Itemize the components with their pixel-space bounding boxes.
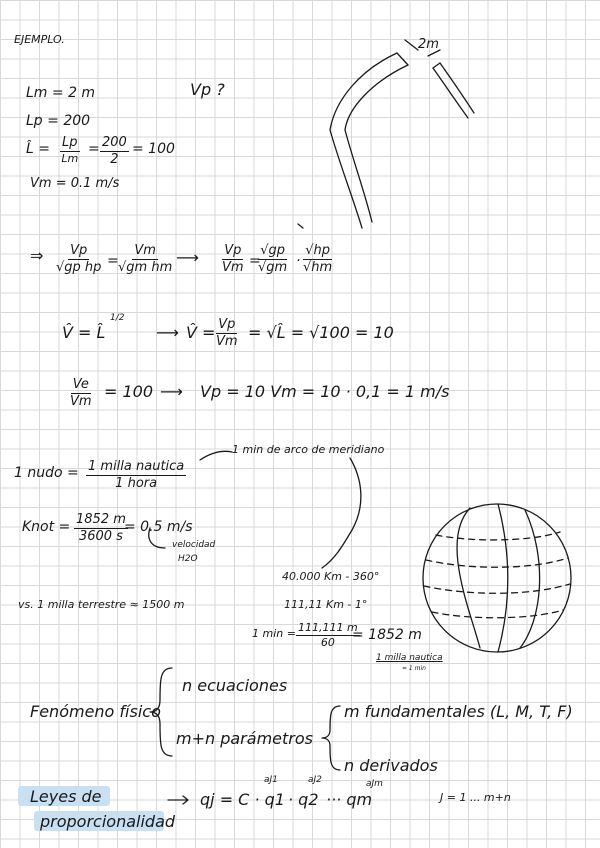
earth-circumference: 40.000 Km - 360° xyxy=(282,570,380,583)
phenomenon-label: Fenómeno físico xyxy=(30,702,161,721)
velocity-note-line-2: H2O xyxy=(178,554,198,564)
minute-den: 60 xyxy=(320,636,335,650)
scale-denominator-1: Lm xyxy=(61,152,79,166)
knot-definition-den: 1 hora xyxy=(115,476,158,492)
parameters-count: m+n parámetros xyxy=(176,729,313,748)
froude-arrow: ⟶ xyxy=(176,248,199,267)
channel-sketch xyxy=(330,37,474,228)
laws-label-2: proporcionalidad xyxy=(40,812,176,831)
velocity-scale-lhs: V̂ = L̂ xyxy=(62,323,106,342)
froude-num-prototype: Vp xyxy=(68,244,89,260)
velocity-scale-exponent: 1/2 xyxy=(110,313,125,323)
params-brace xyxy=(322,706,340,770)
km-per-degree: 111,11 Km - 1° xyxy=(284,598,368,611)
result-fraction xyxy=(70,378,92,410)
minute-fraction xyxy=(296,622,360,649)
knot-definition-num: 1 milla nautica xyxy=(86,460,186,476)
knot-value-fraction xyxy=(74,513,128,545)
froude-den-prototype: √gp hp xyxy=(56,260,102,276)
nautical-mile-label: 1 milla nautica xyxy=(376,653,443,663)
froude-fraction-model xyxy=(118,244,172,276)
scale-numerator-1: Lp xyxy=(60,136,80,152)
fundamental-params: m fundamentales (L, M, T, F) xyxy=(344,702,573,721)
scale-eq: = xyxy=(88,141,100,157)
laws-arrow xyxy=(168,796,188,804)
froude-eq-2: = xyxy=(249,253,261,269)
velocity-scale-rhs: = √L̂ = √100 = 10 xyxy=(248,323,394,342)
knot-value-num: 1852 m xyxy=(74,513,128,529)
globe-sketch xyxy=(423,504,571,652)
knot-value-result: = 0.5 m/s xyxy=(124,519,193,535)
knot-value-den: 3600 s xyxy=(78,529,123,545)
scale-numerator-2: 200 xyxy=(100,136,129,152)
gravity-ratio-num: √gp xyxy=(258,244,287,260)
derived-params: n derivados xyxy=(344,756,438,775)
meridian-connector xyxy=(322,458,361,568)
knot-definition-fraction xyxy=(86,460,186,492)
example-title: EJEMPLO. xyxy=(14,33,65,46)
minute-result: = 1852 m xyxy=(352,627,422,643)
scale-fraction-2 xyxy=(100,136,129,168)
land-mile-note: vs. 1 milla terrestre ≈ 1500 m xyxy=(18,598,185,611)
depth-ratio-fraction xyxy=(303,244,332,276)
velocity-scale-num: Vp xyxy=(216,318,237,334)
froude-den-model: √gm hm xyxy=(118,260,173,276)
minute-num: 111,111 m xyxy=(296,622,360,636)
equations-count: n ecuaciones xyxy=(182,676,288,695)
model-size-label: 2m xyxy=(418,37,439,52)
depth-ratio-den: √hm xyxy=(303,260,333,276)
annotation-tick xyxy=(298,224,303,228)
velocity-scale-den: Vm xyxy=(216,334,238,350)
model-length: Lm = 2 m xyxy=(26,85,96,101)
scale-result: = 100 xyxy=(132,141,175,157)
depth-ratio-num: √hp xyxy=(303,244,332,260)
velocity-ratio-fraction xyxy=(222,244,244,276)
laws-formula-dots: ··· qm xyxy=(326,790,373,809)
froude-dot: · xyxy=(296,253,301,269)
velocity-scale-arrow: ⟶ xyxy=(156,323,179,342)
laws-index-range: J = 1 ... m+n xyxy=(440,791,511,804)
velocity-note-line-1: velocidad xyxy=(172,540,216,550)
velocity-scale-vhat: V̂ = xyxy=(186,323,216,342)
vp-question: Vp ? xyxy=(190,80,225,99)
scale-fraction-1 xyxy=(60,136,80,165)
implies-arrow: ⇒ xyxy=(30,246,44,265)
froude-fraction-prototype xyxy=(56,244,101,276)
scale-lhs: L̂ = xyxy=(26,141,50,157)
model-velocity: Vm = 0.1 m/s xyxy=(30,176,120,191)
minute-lhs: 1 min = xyxy=(252,627,296,640)
laws-exponent-1: aJ1 xyxy=(264,775,278,785)
meridian-annotation-curve xyxy=(200,451,232,460)
result-eq: = 100 xyxy=(104,382,154,401)
result-den: Vm xyxy=(70,394,92,410)
meridian-annotation: 1 min de arco de meridiano xyxy=(232,443,385,456)
result-arrow: ⟶ xyxy=(160,382,183,401)
froude-num-model: Vm xyxy=(132,244,158,260)
scale-denominator-2: 2 xyxy=(110,152,119,168)
knot-lhs: 1 nudo = xyxy=(14,465,79,481)
gravity-ratio-den: √gm xyxy=(258,260,288,276)
prototype-length: Lp = 200 xyxy=(26,113,91,129)
velocity-ratio-num: Vp xyxy=(222,244,243,260)
result-calculation: Vp = 10 Vm = 10 · 0,1 = 1 m/s xyxy=(200,382,450,401)
laws-exponent-2: aJ2 xyxy=(308,775,322,785)
laws-label-1: Leyes de xyxy=(30,787,102,806)
velocity-ratio-den: Vm xyxy=(222,260,244,276)
knot-label: Knot = xyxy=(22,519,71,535)
gravity-ratio-fraction xyxy=(258,244,287,276)
laws-exponent-m: aJm xyxy=(366,779,383,789)
nautical-mile-sub: = 1 min xyxy=(402,665,426,672)
result-num: Ve xyxy=(71,378,91,394)
velocity-scale-fraction xyxy=(216,318,238,350)
froude-eq-1: = xyxy=(107,253,119,269)
laws-formula-main: qj = C · q1 xyxy=(200,790,285,809)
laws-formula-q2: · q2 xyxy=(288,790,319,809)
